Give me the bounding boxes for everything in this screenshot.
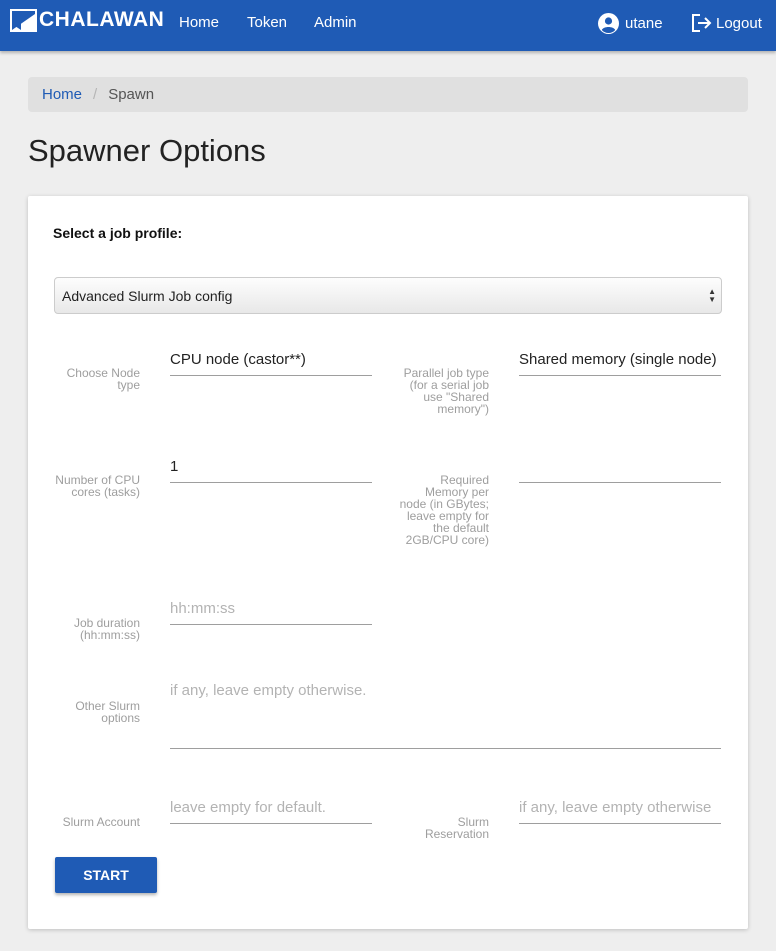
duration-label: Job duration (hh:mm:ss) bbox=[73, 616, 140, 642]
profile-select-value: Advanced Slurm Job config bbox=[62, 287, 233, 304]
reservation-label: Slurm Reservation bbox=[424, 815, 489, 841]
other-options-textarea[interactable]: if any, leave empty otherwise. bbox=[170, 678, 721, 749]
logout-icon bbox=[690, 13, 712, 33]
brand-name: CHALAWAN bbox=[39, 8, 165, 31]
user-circle-icon bbox=[598, 13, 619, 34]
duration-input[interactable]: hh:mm:ss bbox=[170, 596, 372, 625]
logout-label: Logout bbox=[716, 14, 762, 32]
page-title: Spawner Options bbox=[28, 133, 266, 168]
account-input[interactable]: leave empty for default. bbox=[170, 795, 372, 824]
breadcrumb-separator: / bbox=[93, 86, 98, 103]
nav-home[interactable]: Home bbox=[179, 14, 220, 31]
breadcrumb-current: Spawn bbox=[108, 86, 155, 103]
memory-label: Required Memory per node (in GBytes; leave empty for the default 2GB/CPU core) bbox=[399, 473, 489, 547]
memory-input[interactable] bbox=[519, 454, 721, 483]
node-type-select[interactable]: CPU node (castor**) bbox=[170, 347, 372, 376]
reservation-input[interactable]: if any, leave empty otherwise bbox=[519, 795, 721, 824]
profile-label: Select a job profile: bbox=[53, 225, 183, 241]
parallel-type-label: Parallel job type (for a serial job use "Shared memory") bbox=[403, 366, 489, 416]
select-arrows-icon: ▲ ▼ bbox=[708, 287, 716, 304]
breadcrumb-home[interactable]: Home bbox=[42, 86, 83, 103]
spawn-form-card bbox=[28, 196, 748, 929]
brand-home-link[interactable] bbox=[10, 7, 164, 33]
user-menu[interactable] bbox=[598, 13, 663, 34]
nav-token[interactable]: Token bbox=[247, 14, 288, 31]
parallel-type-select[interactable]: Shared memory (single node) bbox=[519, 347, 721, 376]
other-options-label: Other Slurm options bbox=[75, 699, 140, 725]
node-type-label: Choose Node type bbox=[66, 366, 140, 392]
username: utane bbox=[625, 15, 663, 32]
profile-select[interactable] bbox=[54, 277, 722, 314]
breadcrumb bbox=[28, 77, 748, 112]
logout-button[interactable] bbox=[690, 13, 762, 33]
chalawan-logo-icon bbox=[10, 9, 37, 32]
nav-admin[interactable]: Admin bbox=[314, 14, 357, 31]
top-navbar bbox=[0, 0, 776, 51]
cpu-cores-input[interactable]: 1 bbox=[170, 454, 372, 483]
start-button[interactable]: START bbox=[55, 857, 157, 893]
cpu-cores-label: Number of CPU cores (tasks) bbox=[55, 473, 140, 499]
account-label: Slurm Account bbox=[62, 815, 140, 829]
